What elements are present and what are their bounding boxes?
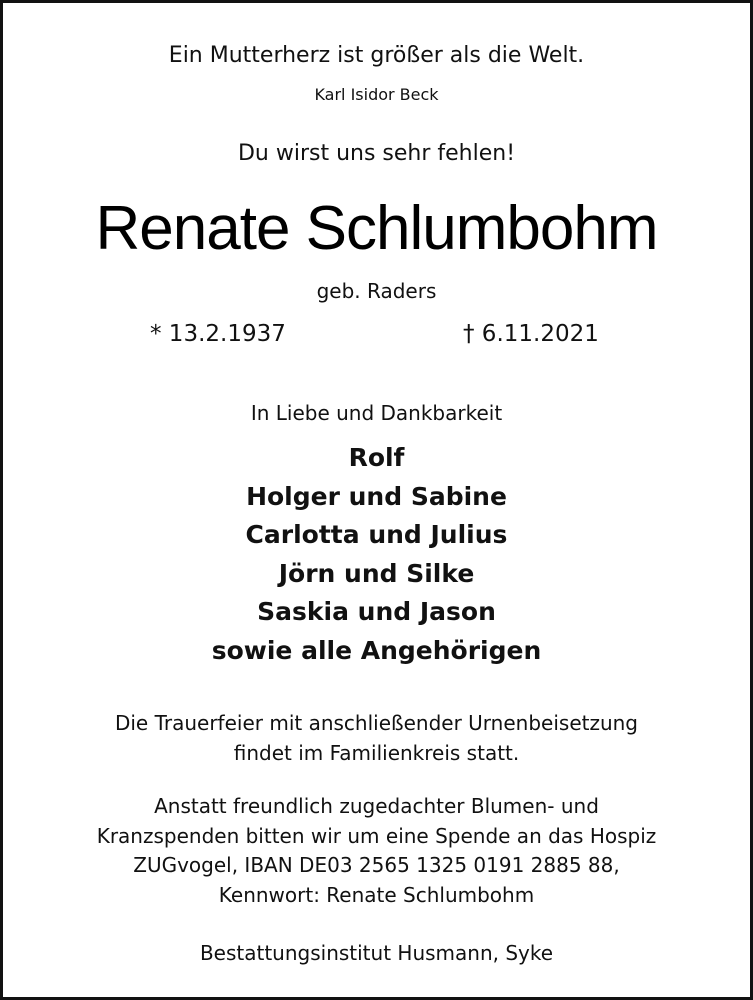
- death-date: † 6.11.2021: [463, 321, 599, 347]
- mourners-intro: In Liebe und Dankbarkeit: [250, 401, 503, 425]
- mourner-name: Carlotta und Julius: [245, 520, 508, 549]
- mourner-name: Saskia und Jason: [257, 597, 496, 626]
- farewell-text: Du wirst uns sehr fehlen!: [237, 141, 516, 166]
- ceremony-line: Die Trauerfeier mit anschließender Urnenbeisetzung: [114, 711, 639, 735]
- mourner-name: Rolf: [348, 443, 405, 472]
- donation-line: ZUGvogel, IBAN DE03 2565 1325 0191 2885 88,: [133, 853, 620, 877]
- mourner-name: Jörn und Silke: [278, 558, 475, 588]
- donation-line: Kennwort: Renate Schlumbohm: [218, 882, 535, 907]
- quote-author: Karl Isidor Beck: [314, 85, 439, 104]
- donation-line: Anstatt freundlich zugedachter Blumen- und: [154, 794, 599, 818]
- maiden-name: geb. Raders: [316, 279, 437, 303]
- ceremony-line: findet im Familienkreis statt.: [233, 740, 520, 765]
- mourners-list: [3, 439, 750, 670]
- donation-request: [3, 792, 750, 910]
- donation-line: Kranzspenden bitten wir um eine Spende an das Hospiz: [96, 823, 657, 848]
- deceased-name: Renate Schlumbohm: [95, 194, 658, 263]
- mourner-name: Holger und Sabine: [246, 481, 507, 511]
- birth-date: * 13.2.1937: [150, 321, 286, 347]
- undertaker-name: Bestattungsinstitut Husmann, Syke: [199, 941, 554, 965]
- ceremony-info: [3, 709, 750, 768]
- quote-text: Ein Mutterherz ist größer als die Welt.: [168, 43, 585, 68]
- mourner-name: sowie alle Angehörigen: [211, 635, 542, 665]
